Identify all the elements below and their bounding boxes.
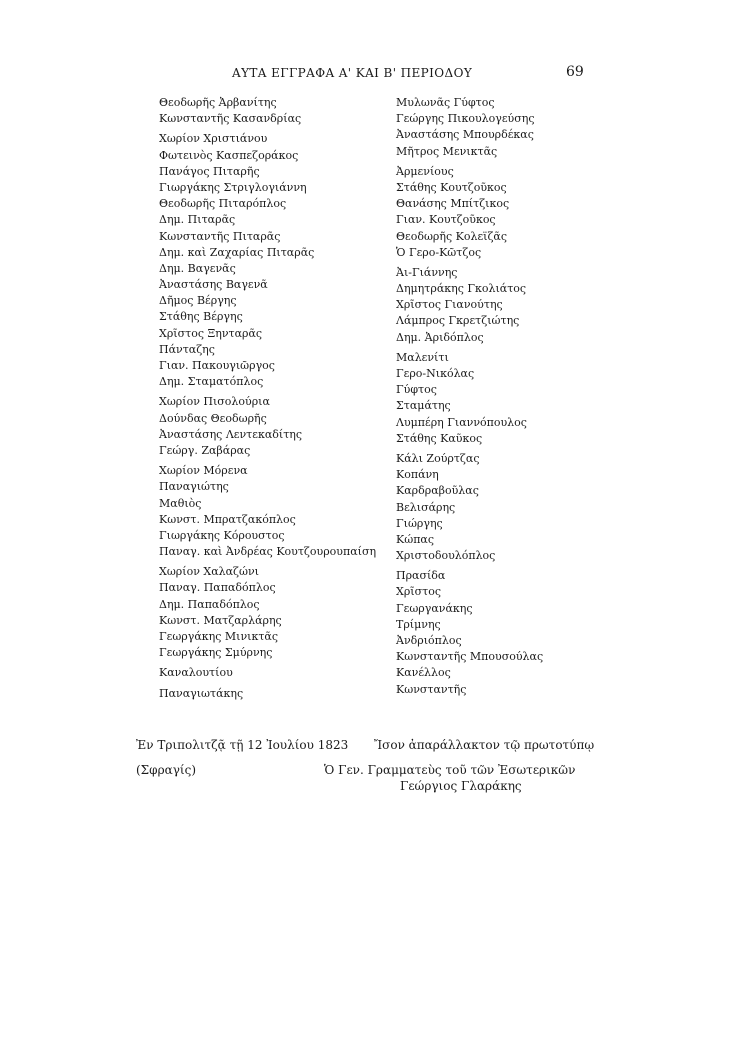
name-entry: Θανάσης Μπίτζικος (396, 197, 510, 211)
names-column-right (396, 95, 543, 698)
name-entry: Τρίμνης (396, 617, 441, 631)
name-entry: Πάνταζης (159, 342, 215, 356)
name-entry: Γεώργης Πικουλογεύσης (396, 112, 535, 126)
section-heading: Χωρίον Πισολούρια (159, 395, 270, 409)
name-entry: Γεωργανάκης (396, 601, 473, 615)
running-header: ΑΥΤΑ ΕΓΓΡΑΦΑ Α' ΚΑΙ Β' ΠΕΡΙΟΔΟΥ (232, 66, 473, 80)
name-entry: Φωτεινὸς Κασπεζοράκος (159, 148, 299, 162)
name-entry: Λάμπρος Γκρετζιώτης (396, 314, 520, 328)
name-entry: Δημ. Βαγενᾶς (159, 261, 236, 275)
name-entry: Κώπας (396, 532, 435, 546)
secretary-title: Ὁ Γεν. Γραμματεὺς τοῦ τῶν Ἐσωτερικῶν (324, 763, 576, 777)
name-entry: Θεοδωρῆς Πιταρόπλος (159, 197, 287, 211)
name-entry: Ἀνδριόπλος (396, 634, 462, 647)
name-entry: Σταμάτης (396, 399, 451, 413)
section-heading: Χωρίον Χαλαζώνι (159, 565, 259, 579)
section-heading: Χωρίον Χριστιάνου (159, 132, 268, 146)
name-entry: Παναγ. καὶ Ἀνδρέας Κουτζουρουπαίση (159, 545, 377, 559)
name-entry: Κανέλλος (396, 666, 451, 680)
section-heading: Ἀρμενίους (396, 164, 454, 178)
name-entry: Μῆτρος Μενικτᾶς (396, 144, 498, 158)
name-entry: Ἀναστάσης Μπουρδέκας (396, 128, 534, 142)
place-date: Ἐν Τριπολιτζᾷ τῇ 12 Ἰουλίου 1823 (136, 738, 349, 752)
name-entry: Δημ. Σταματόπλος (159, 375, 264, 389)
name-entry: Γιώργης (396, 516, 443, 530)
name-entry: Μυλωνᾶς Γύφτος (396, 96, 495, 109)
name-entry: Δῆμος Βέργης (159, 294, 237, 308)
name-entry: Δημ. Ἀριδόπλος (396, 330, 484, 344)
name-entry: Γιωργάκης Στριγλογιάννη (159, 180, 307, 194)
section-heading: Χωρίον Μόρενα (159, 464, 248, 478)
section-heading: Κάλι Ζούρτζας (396, 451, 480, 465)
name-entry: Γιαν. Πακουγιῶργος (159, 359, 275, 372)
section-heading: Ἀι-Γιάννης (396, 265, 458, 279)
name-entry: Πανάγος Πιταρῆς (159, 164, 260, 178)
section-heading: Καναλουτίου (159, 666, 233, 680)
name-entry: Δημητράκης Γκολιάτος (396, 282, 527, 296)
name-entry: Κωνσταντῆς Μπουσούλας (396, 650, 544, 664)
name-entry: Χρῖστος (396, 585, 441, 599)
name-entry: Κωνστ. Μπρατζακόπλος (159, 512, 296, 526)
name-entry: Κοπάνη (396, 468, 439, 482)
name-entry: Γεώργ. Ζαβάρας (159, 443, 251, 457)
section-heading: Μαλενίτι (396, 350, 449, 364)
name-entry: Ἀναστάσης Βαγενᾶ (159, 278, 268, 292)
name-entry: Θεοδωρῆς Κολεϊζᾶς (396, 229, 508, 243)
name-entry: Γιωργάκης Κόρουστος (159, 528, 285, 542)
name-entry: Ἀναστάσης Λεντεκαδίτης (159, 427, 303, 441)
name-entry: Ὁ Γερο-Κῶτζος (396, 245, 482, 259)
name-entry: Γεωργάκης Σμύρνης (159, 646, 273, 660)
page-number: 69 (566, 64, 584, 80)
name-entry: Γεωργάκης Μινικτᾶς (159, 630, 279, 643)
name-entry: Δημ. Πιταρᾶς (159, 213, 236, 227)
name-entry: Στάθης Καῦκος (396, 431, 483, 445)
name-entry: Κωνσταντῆς Κασανδρίας (159, 112, 302, 126)
name-entry: Κωνσταντῆς Πιταρᾶς (159, 229, 281, 243)
name-entry: Παναγ. Παπαδόπλος (159, 581, 276, 595)
name-entry: Χριστοδουλόπλος (396, 549, 496, 563)
names-column-left (159, 95, 376, 702)
name-entry: Γερο-Νικόλας (396, 367, 475, 380)
copy-attestation: Ἴσον ἀπαράλλακτον τῷ πρωτοτύπῳ (374, 738, 595, 752)
name-entry: Δημ. Παπαδόπλος (159, 597, 260, 611)
name-entry: Καρδραβοῦλας (396, 484, 479, 498)
name-entry: Δούνδας Θεοδωρῆς (159, 411, 267, 425)
name-entry: Γύφτος (396, 383, 437, 397)
name-entry: Λυμπέρη Γιαννόπουλος (396, 415, 527, 429)
name-entry: Μαθιὸς (159, 496, 202, 510)
secretary-name: Γεώργιος Γλαράκης (400, 779, 522, 793)
name-entry: Θεοδωρῆς Ἀρβανίτης (159, 96, 277, 109)
name-entry: Γιαν. Κουτζοῦκος (396, 213, 496, 227)
name-entry: Στάθης Βέργης (159, 310, 243, 324)
section-heading: Παναγιωτάκης (159, 686, 244, 700)
name-entry: Κωνστ. Ματζαρλάρης (159, 613, 282, 627)
name-entry: Χρῖστος Γιανούτης (396, 298, 503, 312)
name-entry: Κωνσταντῆς (396, 682, 467, 696)
section-heading: Πρασίδα (396, 569, 446, 583)
name-entry: Παναγιώτης (159, 480, 229, 494)
name-entry: Χρῖστος Ξηνταρᾶς (159, 326, 263, 340)
seal-note: (Σφραγίς) (136, 763, 197, 777)
name-entry: Δημ. καὶ Ζαχαρίας Πιταρᾶς (159, 245, 315, 259)
name-entry: Στάθης Κουτζοῦκος (396, 180, 507, 194)
name-entry: Βελισάρης (396, 500, 456, 514)
